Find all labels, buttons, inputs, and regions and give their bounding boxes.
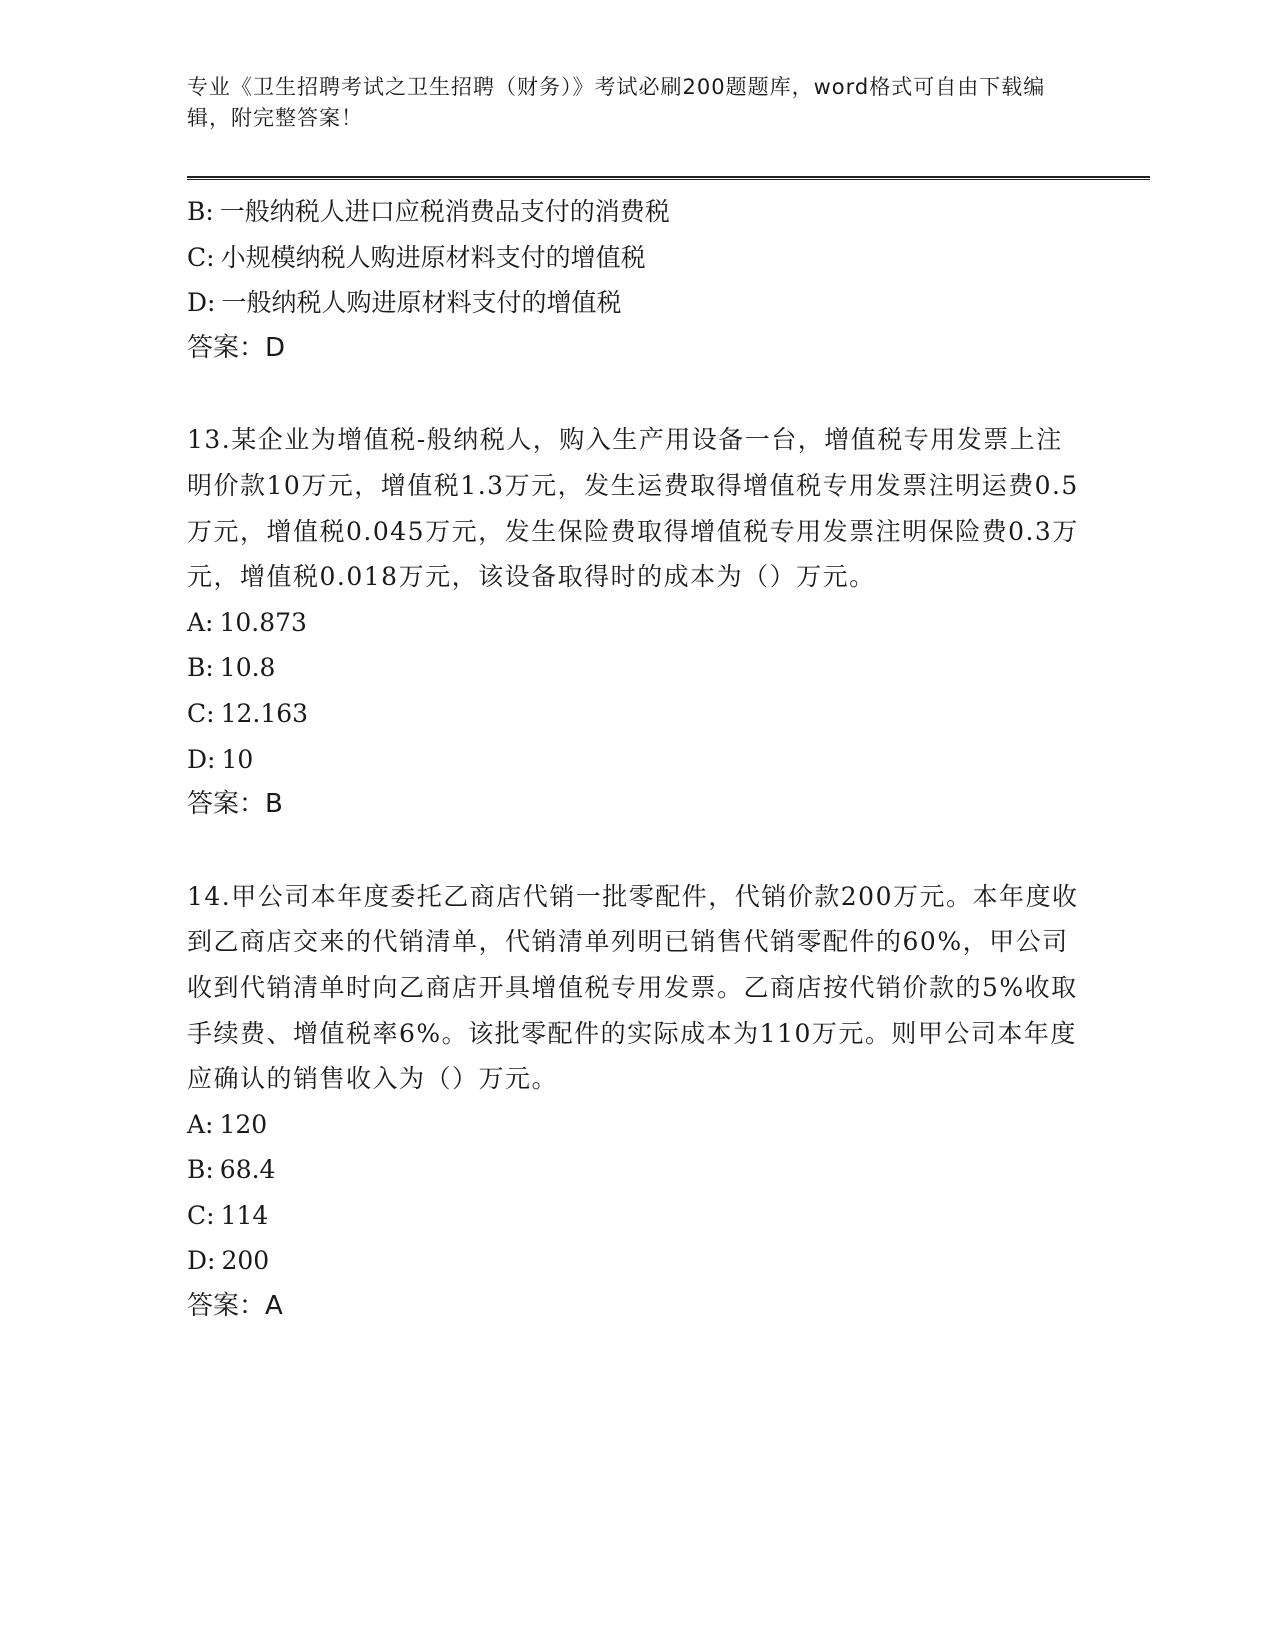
option-b <box>187 189 1087 235</box>
option-letter: C: <box>187 1200 215 1230</box>
option-text: 小规模纳税人购进原材料支付的增值税 <box>220 242 646 272</box>
option-b <box>187 1147 1087 1193</box>
question-stem: 13.某企业为增值税-般纳税人，购入生产用设备一台，增值税专用发票上注明价款10万元，增值税1.3万元，发生运费取得增值税专用发票注明运费0.5万元，增值税0.045万元，发生保险费取得增值税专用发票注明保险费0.3万元，增值税0.018万元，该设备取得时的成本为（）万元。 <box>187 425 1079 592</box>
option-a <box>187 1102 1087 1148</box>
option-a <box>187 600 1087 646</box>
answer-line: 答案：A <box>187 1291 283 1322</box>
option-d <box>187 737 1087 783</box>
option-letter: A: <box>187 1109 214 1139</box>
prev-question-options <box>187 189 1087 326</box>
option-c <box>187 235 1087 281</box>
question-list <box>187 189 1087 1330</box>
option-d <box>187 280 1087 326</box>
option-letter: A: <box>187 607 214 637</box>
document-title: 专业《卫生招聘考试之卫生招聘（财务）》考试必刷200题题库，word格式可自由下载编辑，附完整答案！ <box>187 75 1046 130</box>
question-14 <box>187 874 1087 1330</box>
option-text: 一般纳税人购进原材料支付的增值税 <box>221 288 622 318</box>
option-c <box>187 1193 1087 1239</box>
option-c <box>187 691 1087 737</box>
answer-line: 答案：D <box>187 332 286 363</box>
option-letter: B: <box>187 197 214 226</box>
question-13 <box>187 417 1087 827</box>
option-text: 12.163 <box>220 698 309 728</box>
option-letter: C: <box>187 242 215 272</box>
option-text: 10.8 <box>219 653 276 683</box>
option-letter: D: <box>187 744 216 774</box>
spacer <box>187 828 1087 874</box>
option-text: 10 <box>221 744 254 774</box>
option-text: 10.873 <box>219 607 307 637</box>
spacer <box>187 371 1087 417</box>
option-letter: D: <box>187 1246 216 1276</box>
option-d <box>187 1238 1087 1284</box>
option-text: 68.4 <box>219 1155 276 1185</box>
option-letter: D: <box>187 288 216 318</box>
option-text: 120 <box>219 1109 268 1139</box>
option-text: 一般纳税人进口应税消费品支付的消费税 <box>219 197 670 226</box>
option-letter: C: <box>187 698 215 728</box>
option-b <box>187 645 1087 691</box>
answer-line: 答案：B <box>187 789 283 820</box>
question-stem: 14.甲公司本年度委托乙商店代销一批零配件，代销价款200万元。本年度收到乙商店交来的代销清单，代销清单列明已销售代销零配件的60%，甲公司收到代销清单时向乙商店开具增值税专用发票。乙商店按代销价款的5%收取手续费、增值税率6%。该批零配件的实际成本为110万元。则甲公司本年度应确认的销售收入为（）万元。 <box>187 881 1079 1094</box>
option-letter: B: <box>187 1155 214 1185</box>
option-text: 114 <box>220 1200 269 1230</box>
option-letter: B: <box>187 653 214 683</box>
header-divider <box>187 176 1150 180</box>
option-text: 200 <box>221 1246 270 1276</box>
